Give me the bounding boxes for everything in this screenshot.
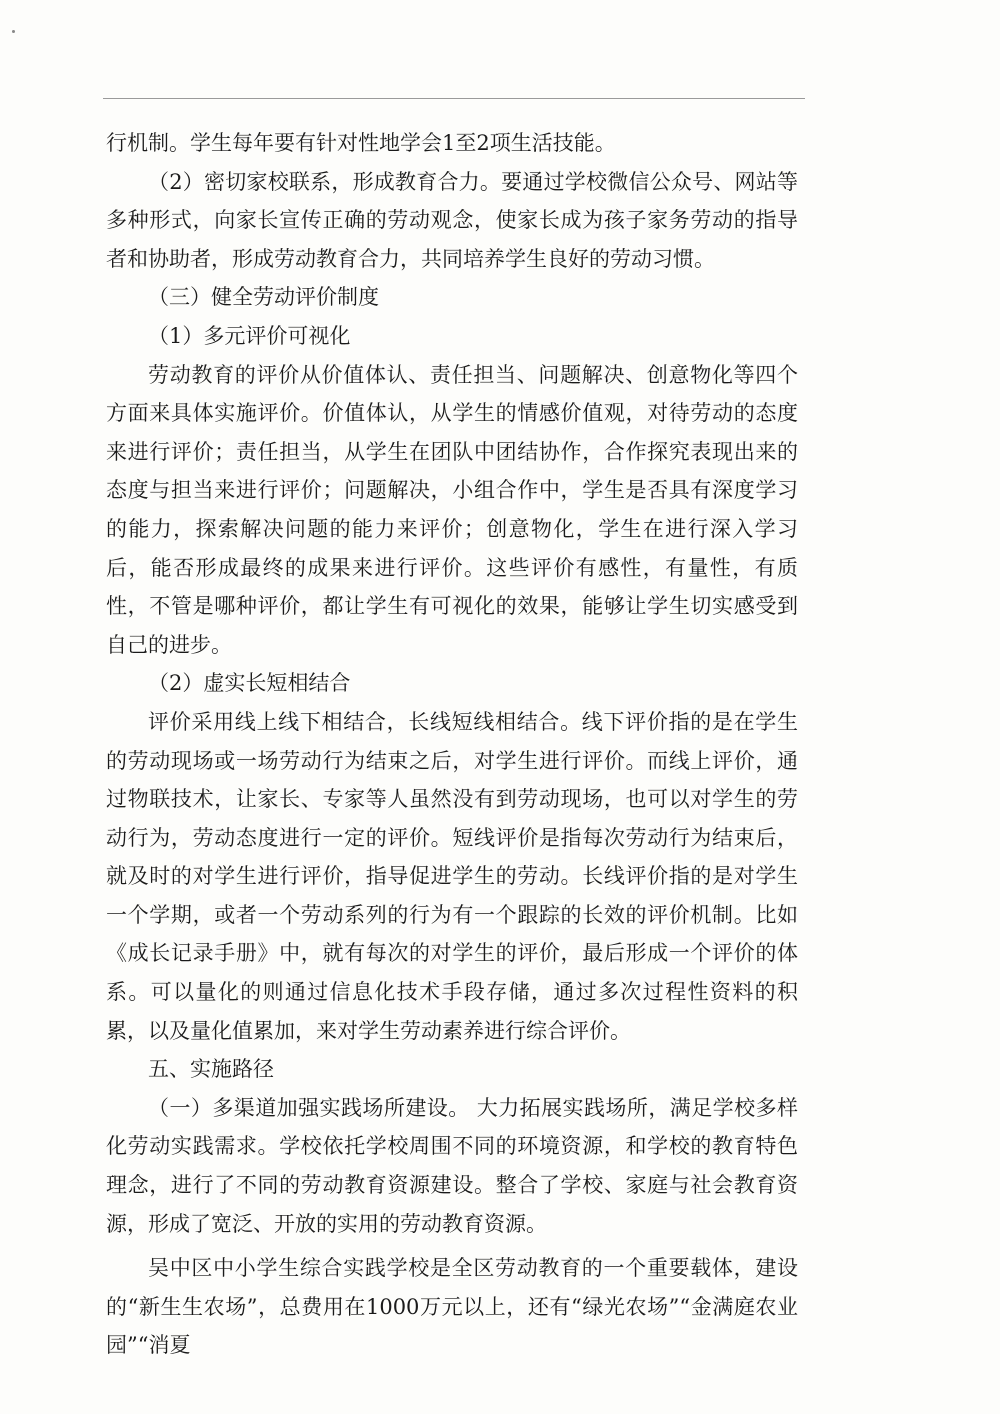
paragraph-5: 劳动教育的评价从价值体认、责任担当、问题解决、创意物化等四个方面来具体实施评价。价值体认，从学生的情感价值观，对待劳动的态度来进行评价；责任担当，从学生在团队中团结协作，合作探究表现出来的态度与担当来进行评价；问题解决，小组合作中，学生是否具有深度学习的能力，探索解决问题的能力来评价；创意物化，学生在进行深入学习后，能否形成最终的成果来进行评价。这些评价有感性，有量性，有质性，不管是哪种评价，都让学生有可视化的效果，能够让学生切实感受到自己的进步。	[106, 362, 798, 657]
subheading-visual-evaluation: （1）多元评价可视化	[148, 323, 351, 348]
paragraph-7: 评价采用线上线下相结合，长线短线相结合。线下评价指的是在学生的劳动现场或一场劳动行为结束之后，对学生进行评价。而线上评价，通过物联技术，让家长、专家等人虽然没有到劳动现场，也可以对学生的劳动行为，劳动态度进行一定的评价。短线评价是指每次劳动行为结束后，就及时的对学生进行评价，指导促进学生的劳动。长线评价指的是对学生一个学期，或者一个劳动系列的行为有一个跟踪的长效的评价机制。比如《成长记录手册》中，就有每次的对学生的评价，最后形成一个评价的体系。可以量化的则通过信息化技术手段存储，通过多次过程性资料的积累，以及量化值累加，来对学生劳动素养进行综合评价。	[106, 709, 798, 1043]
paragraph-10: 吴中区中小学生综合实践学校是全区劳动教育的一个重要载体，建设的“新生生农场”，总费用在1000万元以上，还有“绿光农场”“金满庭农业园”“消夏	[106, 1256, 798, 1358]
paragraph-9: （一）多渠道加强实践场所建设。 大力拓展实践场所，满足学校多样化劳动实践需求。学校依托学校周围不同的环境资源，和学校的教育特色理念，进行了不同的劳动教育资源建设。整合了学校、家庭与社会教育资源，形成了宽泛、开放的实用的劳动教育资源。	[106, 1095, 798, 1236]
heading-evaluation-system: （三）健全劳动评价制度	[148, 285, 379, 310]
paragraph-1: 行机制。学生每年要有针对性地学会1至2项生活技能。	[106, 131, 616, 155]
page-body	[106, 124, 798, 1365]
scan-speck	[12, 30, 15, 33]
paragraph-2: （2）密切家校联系，形成教育合力。要通过学校微信公众号、网站等多种形式，向家长宣传正确的劳动观念，使家长成为孩子家务劳动的指导者和协助者，形成劳动教育合力，共同培养学生良好的劳动习惯。	[106, 169, 798, 271]
heading-implementation-path: 五、实施路径	[148, 1057, 274, 1082]
header-rule	[103, 98, 805, 99]
subheading-virtual-real: （2）虚实长短相结合	[148, 671, 351, 696]
